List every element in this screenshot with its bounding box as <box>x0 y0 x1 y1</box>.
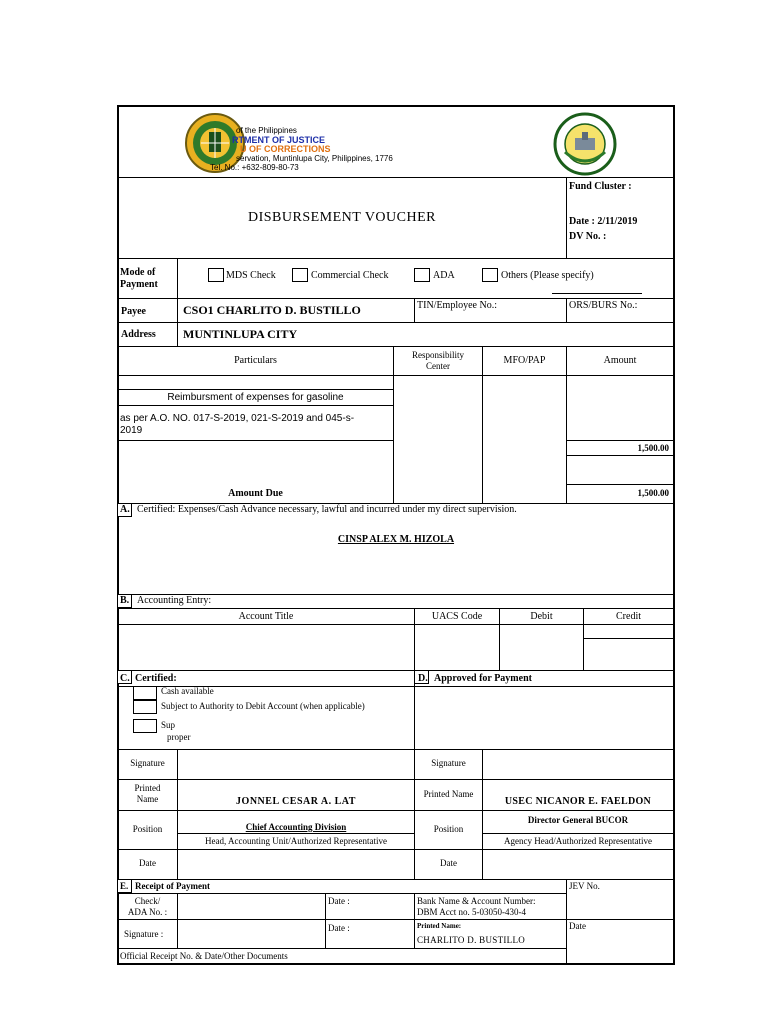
c-signature-label: Signature <box>130 758 165 768</box>
outer-border-bottom <box>117 963 675 965</box>
check-ada-label: Check/ ADA No. : <box>127 896 168 917</box>
outer-border-top <box>117 105 675 107</box>
section-c-letter: C. <box>120 673 130 684</box>
e-printed-name-label: Printed Name: <box>417 922 462 930</box>
payee-value: CSO1 CHARLITO D. BUSTILLO <box>183 303 361 317</box>
mds-check-label: MDS Check <box>226 270 276 281</box>
debit-authority-checkbox[interactable] <box>133 700 157 714</box>
section-d-letter: D. <box>418 673 428 684</box>
col-credit: Credit <box>616 611 641 622</box>
e-date-label: Date : <box>328 896 350 906</box>
d-position-sub: Agency Head/Authorized Representative <box>504 836 652 846</box>
section-d-title: Approved for Payment <box>434 673 532 684</box>
supporting-docs-label: Sup proper <box>161 720 191 742</box>
debit-authority-label: Subject to Authority to Debit Account (when applicable) <box>161 701 365 711</box>
section-a-letter: A. <box>120 504 130 515</box>
tin-label: TIN/Employee No.: <box>417 300 497 311</box>
bank-value: DBM Acct no. 5-03050-430-4 <box>417 907 526 917</box>
mds-check-checkbox[interactable] <box>208 268 224 282</box>
date-label: Date : 2/11/2019 <box>569 216 638 227</box>
d-position: Director General BUCOR <box>527 815 629 825</box>
voucher-title: DISBURSEMENT VOUCHER <box>247 210 436 225</box>
e-printed-name: CHARLITO D. BUSTILLO <box>417 935 526 945</box>
supporting-docs-checkbox[interactable] <box>133 719 157 733</box>
address-value: MUNTINLUPA CITY <box>183 327 298 341</box>
c-printed-name-label: Printed Name <box>134 783 161 804</box>
d-printed-name-label: Printed Name <box>423 789 474 799</box>
amount-due-label: Amount Due <box>228 488 283 499</box>
others-label: Others (Please specify) <box>501 270 594 281</box>
d-position-label: Position <box>433 824 464 834</box>
d-printed-name: USEC NICANOR E. FAELDON <box>504 796 652 807</box>
cash-available-label: Cash available <box>161 686 214 696</box>
dv-no-label: DV No. : <box>569 231 607 242</box>
nbp-seal-icon <box>553 112 617 176</box>
header-line-2: RTMENT OF JUSTICE <box>232 135 326 145</box>
col-debit: Debit <box>530 611 553 622</box>
header-line-3: U OF CORRECTIONS <box>240 144 331 154</box>
col-particulars: Particulars <box>234 355 277 366</box>
ada-label: ADA <box>433 270 455 281</box>
mode-of-payment-label: Mode of Payment <box>120 267 158 290</box>
c-position-label: Position <box>132 824 163 834</box>
particulars-amount: 1,500.00 <box>637 443 669 453</box>
section-e-letter: E. <box>120 881 129 891</box>
address-label: Address <box>121 329 156 340</box>
cash-available-checkbox[interactable] <box>133 686 157 700</box>
particulars-desc-line-1: Reimbursment of expenses for gasoline <box>167 392 344 403</box>
c-date-label: Date <box>139 858 156 868</box>
col-uacs-code: UACS Code <box>431 611 483 622</box>
commercial-check-label: Commercial Check <box>311 270 389 281</box>
amount-due-value: 1,500.00 <box>637 488 669 498</box>
col-amount: Amount <box>603 355 637 366</box>
c-position: Chief Accounting Division <box>245 822 347 832</box>
others-specify-line[interactable] <box>552 293 642 294</box>
section-a-signatory: CINSP ALEX M. HIZOLA <box>337 534 455 545</box>
section-b-letter: B. <box>120 595 130 606</box>
c-printed-name: JONNEL CESAR A. LAT <box>236 796 356 807</box>
col-responsibility-center: Responsibility Center <box>411 350 464 371</box>
d-signature-label: Signature <box>431 758 466 768</box>
ors-label: ORS/BURS No.: <box>569 300 638 311</box>
payee-label: Payee <box>121 306 146 317</box>
section-a-text: Certified: Expenses/Cash Advance necessary, lawful and incurred under my direct supervision. <box>137 504 517 515</box>
others-checkbox[interactable] <box>482 268 498 282</box>
c-position-sub: Head, Accounting Unit/Authorized Representative <box>205 836 387 846</box>
header-line-5: Tel. No.: +632-809-80-73 <box>210 163 299 172</box>
header-line-4: servation, Muntinlupa City, Philippines, 1776 <box>236 154 393 163</box>
fund-cluster-label: Fund Cluster : <box>569 181 632 192</box>
official-receipt-label: Official Receipt No. & Date/Other Documents <box>120 951 288 961</box>
ada-checkbox[interactable] <box>414 268 430 282</box>
section-b-title: Accounting Entry: <box>137 595 212 606</box>
particulars-desc-line-2: as per A.O. NO. 017-S-2019, 021-S-2019 and 045-s- 2019 <box>120 413 355 436</box>
col-account-title: Account Title <box>238 611 294 622</box>
bank-label: Bank Name & Account Number: <box>417 896 536 906</box>
section-c-title: Certified: <box>135 673 177 684</box>
commercial-check-checkbox[interactable] <box>292 268 308 282</box>
header-line-1: of the Philippines <box>236 126 297 135</box>
e-date2-label: Date : <box>328 923 350 933</box>
e-signature-label: Signature : <box>124 929 164 939</box>
jev-label: JEV No. <box>569 881 600 891</box>
e-date3-label: Date <box>569 921 586 931</box>
section-e-title: Receipt of Payment <box>135 881 210 891</box>
col-mfo-pap: MFO/PAP <box>503 355 546 366</box>
d-date-label: Date <box>440 858 457 868</box>
